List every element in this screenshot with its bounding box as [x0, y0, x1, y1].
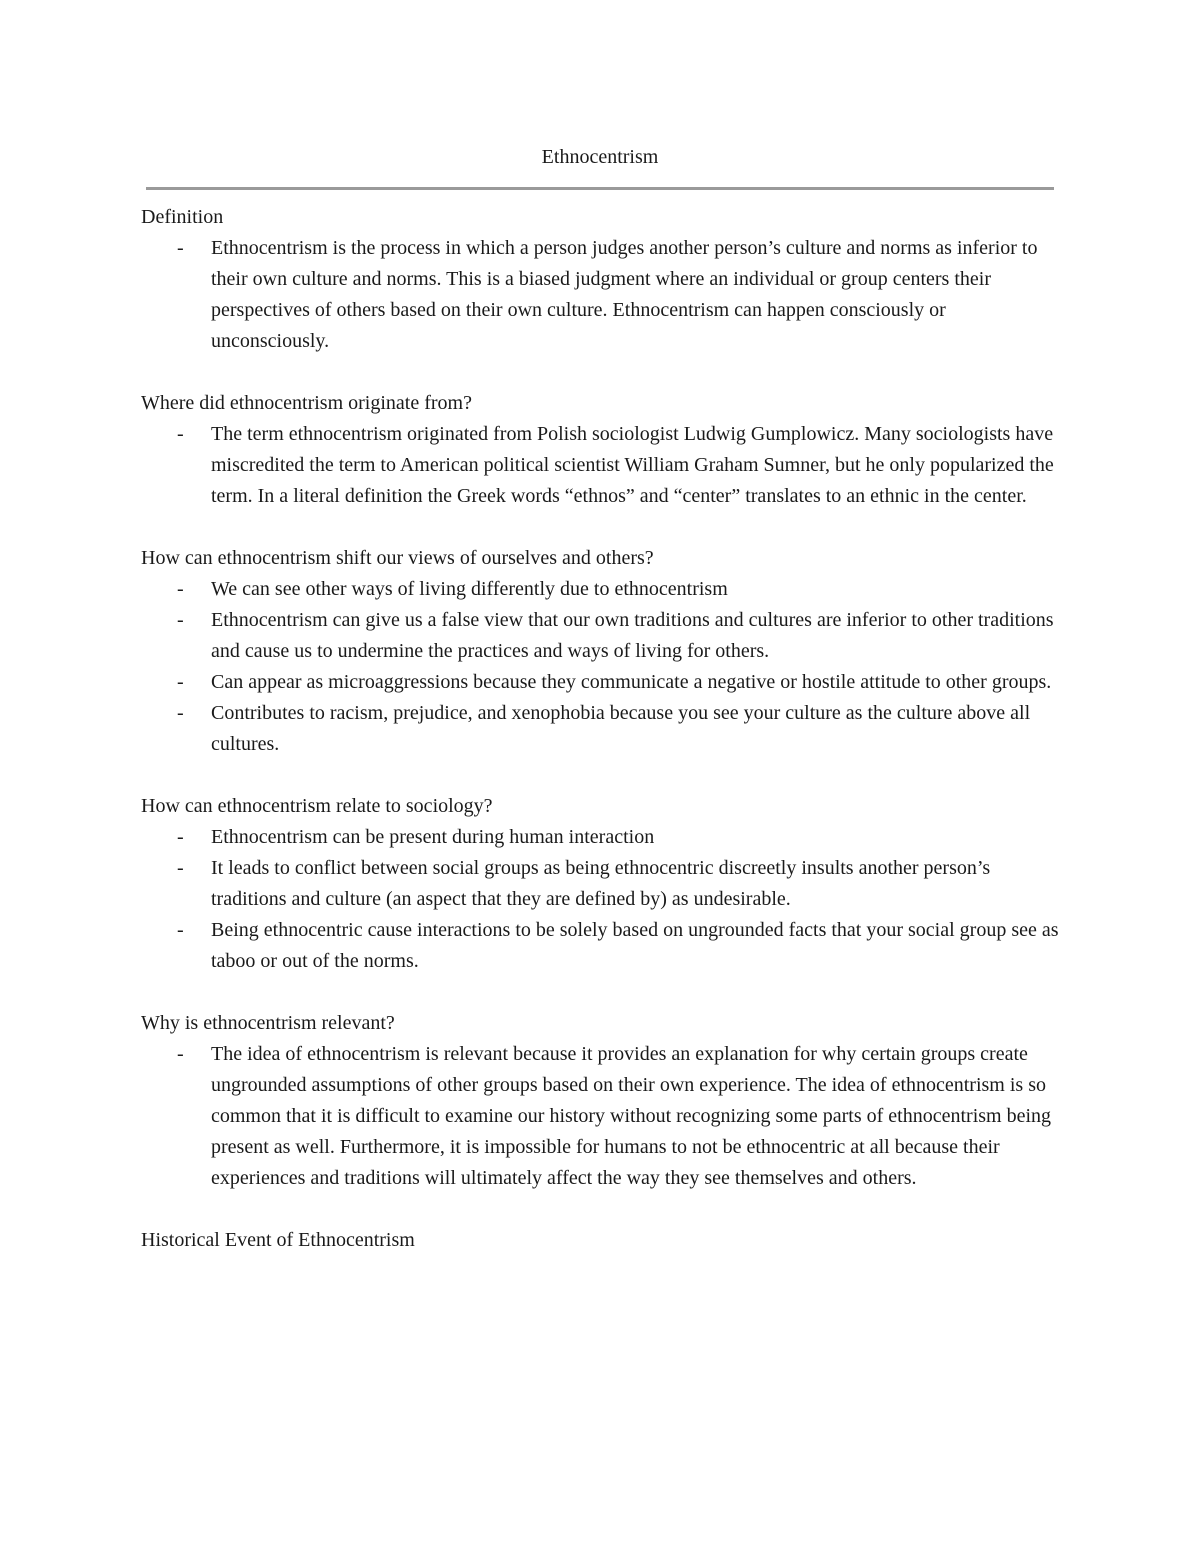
bullet-text: Can appear as microaggressions because they communicate a negative or hostile attitude to other groups.: [211, 671, 1052, 693]
section-heading: Where did ethnocentrism originate from?: [141, 392, 472, 414]
bullet-item: [141, 915, 1071, 977]
section-sociology: [141, 791, 1071, 977]
section-heading: Why is ethnocentrism relevant?: [141, 1012, 395, 1034]
bullet-list: [141, 233, 1071, 357]
bullet-text: Ethnocentrism can give us a false view that our own traditions and cultures are inferior to other traditions and cause us to undermine the practices and ways of living for others.: [211, 609, 1054, 662]
dash-bullet-icon: -: [177, 826, 184, 848]
bullet-item: [141, 667, 1071, 698]
title-divider: [146, 187, 1054, 190]
dash-bullet-icon: -: [177, 671, 184, 693]
dash-bullet-icon: -: [177, 423, 184, 445]
bullet-text: Ethnocentrism is the process in which a person judges another person’s culture and norms as inferior to their own culture and norms. This is a biased judgment where an individual or group centers their perspectives of others based on their own culture. Ethnocentrism can happen consciously or unconsciously.: [211, 237, 1038, 352]
bullet-item: [141, 574, 1071, 605]
bullet-list: [141, 1039, 1071, 1194]
bullet-item: [141, 419, 1071, 512]
document-body: [141, 202, 1071, 1287]
section-origin: [141, 388, 1071, 512]
bullet-item: [141, 822, 1071, 853]
bullet-list: [141, 419, 1071, 512]
document-title: Ethnocentrism: [541, 146, 659, 168]
bullet-item: [141, 698, 1071, 760]
section-definition: [141, 202, 1071, 357]
bullet-text: The idea of ethnocentrism is relevant because it provides an explanation for why certain groups create ungrounded assumptions of other groups based on their own experience. The idea of ethnocentrism is so common that it is difficult to examine our history without recognizing some parts of ethnocentrism being present as well. Furthermore, it is impossible for humans to not be ethnocentric at all because their experiences and traditions will ultimately affect the way they see themselves and others.: [211, 1043, 1052, 1189]
dash-bullet-icon: -: [177, 919, 184, 941]
bullet-text: It leads to conflict between social groups as being ethnocentric discreetly insults another person’s traditions and culture (an aspect that they are defined by) as undesirable.: [211, 857, 991, 910]
section-heading: How can ethnocentrism shift our views of ourselves and others?: [141, 547, 654, 569]
dash-bullet-icon: -: [177, 702, 184, 724]
dash-bullet-icon: -: [177, 609, 184, 631]
section-heading: Historical Event of Ethnocentrism: [141, 1229, 415, 1251]
bullet-item: [141, 853, 1071, 915]
bullet-text: Being ethnocentric cause interactions to be solely based on ungrounded facts that your social group see as taboo or out of the norms.: [211, 919, 1059, 972]
bullet-text: Ethnocentrism can be present during human interaction: [211, 826, 655, 848]
bullet-item: [141, 1039, 1071, 1194]
dash-bullet-icon: -: [177, 857, 184, 879]
bullet-text: Contributes to racism, prejudice, and xenophobia because you see your culture as the culture above all cultures.: [211, 702, 1031, 755]
section-relevance: [141, 1008, 1071, 1194]
bullet-text: We can see other ways of living differently due to ethnocentrism: [211, 578, 728, 600]
bullet-item: [141, 605, 1071, 667]
bullet-list: [141, 822, 1071, 977]
section-heading: Definition: [141, 206, 224, 228]
dash-bullet-icon: -: [177, 578, 184, 600]
bullet-list: [141, 574, 1071, 760]
section-heading: How can ethnocentrism relate to sociology?: [141, 795, 493, 817]
dash-bullet-icon: -: [177, 1043, 184, 1065]
bullet-text: The term ethnocentrism originated from Polish sociologist Ludwig Gumplowicz. Many sociologists have miscredited the term to American political scientist William Graham Sumner, but he only popularized the term. In a literal definition the Greek words “ethnos” and “center” translates to an ethnic in the center.: [211, 423, 1054, 507]
dash-bullet-icon: -: [177, 237, 184, 259]
bullet-item: [141, 233, 1071, 357]
section-views: [141, 543, 1071, 760]
section-historical-event: [141, 1225, 1071, 1256]
